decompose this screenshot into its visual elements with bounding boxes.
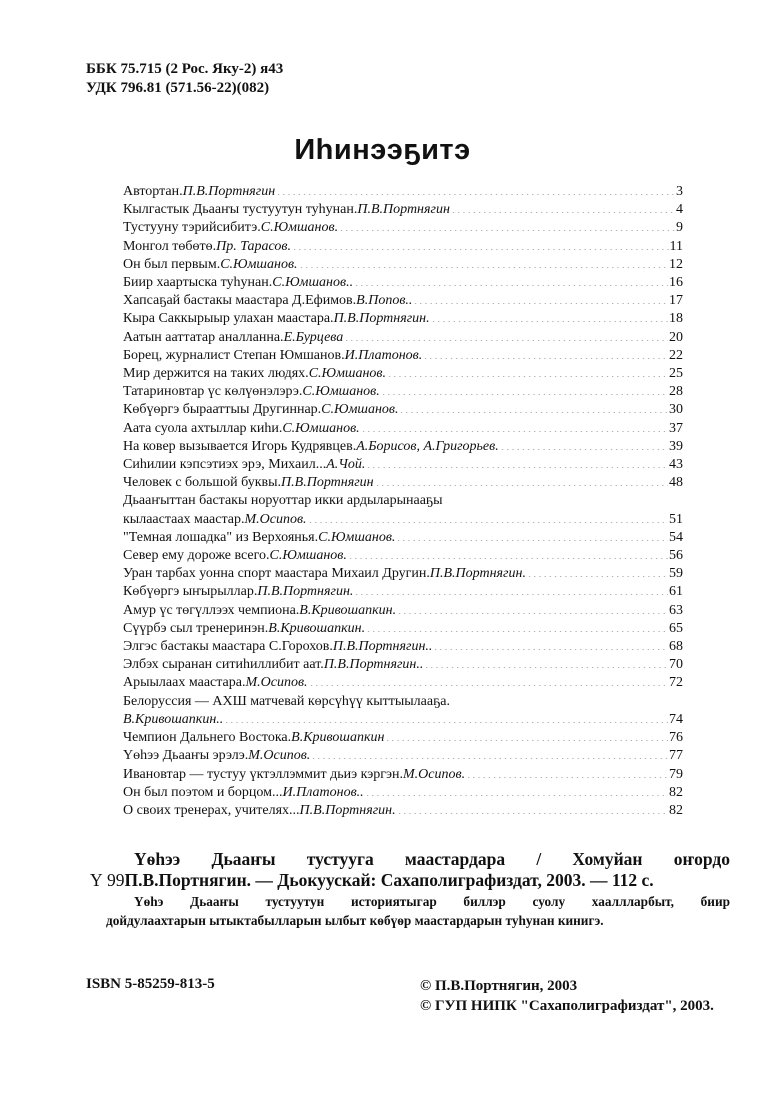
toc-entry-page: 63 (669, 602, 683, 618)
toc-entry (123, 420, 683, 438)
toc-entry (123, 256, 683, 274)
toc-entry-title: Монгол тѳбѳтѳ. (123, 238, 217, 254)
toc-entry (123, 474, 683, 492)
copyright (420, 976, 714, 1016)
dot-leader (424, 667, 668, 668)
dot-leader (413, 303, 668, 304)
toc-entry (123, 729, 683, 747)
toc-entry-author: П.В.Портнягин (357, 202, 450, 218)
bbk-code: ББК 75.715 (2 Рос. Яку-2) я43 (86, 61, 284, 77)
toc-entry (123, 784, 683, 802)
dot-leader (354, 285, 668, 286)
toc-entry-title: О своих тренерах, учителях... (123, 802, 300, 818)
toc-entry-title: Чемпион Дальнего Востока. (123, 730, 292, 746)
biblio-line-1: Үѳһээ Дьааҥы тустууга маастардара / Хомуйан оҥордо (134, 849, 730, 869)
dot-leader (387, 376, 668, 377)
toc-entry (123, 274, 683, 292)
toc-entry-page: 54 (669, 529, 683, 545)
udk-code: УДК 796.81 (571.56-22)(082) (86, 80, 270, 96)
page-title: Иһинээҕитэ (294, 134, 471, 166)
toc-entry-page: 37 (669, 420, 683, 436)
toc-entry (123, 183, 683, 201)
toc-entry-title: Аата суола ахтыллар киһи. (123, 420, 283, 436)
dot-leader (311, 758, 668, 759)
toc-entry-title: Кыра Саккырыыр улахан маастара. (123, 311, 334, 327)
toc-entry-page: 72 (669, 675, 683, 691)
toc-entry-author: С.Юмшанов. (282, 420, 360, 436)
copyright-publisher: © ГУП НИПК "Сахаполиграфиздат", 2003. (420, 998, 714, 1014)
isbn: ISBN 5-85259-813-5 (86, 976, 215, 992)
dot-leader (339, 230, 675, 231)
toc-entry-page: 20 (669, 329, 683, 345)
toc-entry-title: Хапсаҕай бастакы маастара Д.Ефимов. (123, 293, 357, 309)
bibliographic-record (90, 849, 730, 930)
toc-entry-page: 43 (669, 457, 683, 473)
toc-entry (123, 565, 683, 583)
toc-entry-author: Е.Бурцева (283, 329, 344, 345)
toc-entry (123, 329, 683, 347)
toc-entry-page: 39 (669, 438, 683, 454)
toc-entry-author: П.В.Портнягин. (333, 311, 430, 327)
toc-entry (123, 456, 683, 474)
toc-entry-author: С.Юмшанов. (260, 220, 339, 236)
toc-entry-page: 28 (669, 384, 683, 400)
toc-entry-page: 77 (669, 748, 683, 764)
toc-entry-page: 70 (669, 657, 683, 673)
toc-entry-author: И.Платонов. (344, 347, 423, 363)
dot-leader (433, 649, 668, 650)
toc-entry-page: 22 (669, 347, 683, 363)
toc-entry-title: Элбэх сыранан ситиһиллибит аат. (123, 657, 324, 673)
toc-entry-page: 16 (669, 275, 683, 291)
dot-leader (361, 431, 668, 432)
toc-entry (123, 383, 683, 401)
toc-entry-author: В.Кривошапкин.. (123, 711, 224, 727)
toc-entry-author: С.Юмшанов. (220, 256, 298, 272)
toc-entry-author: С.Юмшанов. (302, 384, 380, 400)
toc-entry-page: 65 (669, 620, 683, 636)
toc-entry-author: М.Осипов. (248, 748, 311, 764)
toc-entry-author: М.Осипов. (244, 511, 307, 527)
toc-entry-page: 3 (676, 184, 683, 199)
toc-entry-author: Пр. Тарасов. (216, 238, 291, 254)
toc-entry-author: В.Кривошапкин. (268, 620, 366, 636)
toc-entry (123, 238, 683, 256)
toc-entry-page: 51 (669, 511, 683, 527)
toc-entry-title: Татариновтар үс кѳлүѳнэлэрэ. (123, 384, 303, 400)
dot-leader (308, 522, 668, 523)
toc-entry (123, 711, 683, 729)
toc-entry (123, 310, 683, 328)
toc-entry (123, 292, 683, 310)
toc-entry-title: Сиһилии кэпсэтиэх эрэ, Михаил... (123, 457, 327, 473)
dot-leader (344, 340, 668, 341)
toc-entry-title: Тустууну тэрийсибитэ. (123, 220, 261, 236)
toc-entry-page: 30 (669, 402, 683, 418)
dot-leader (366, 631, 668, 632)
dot-leader (276, 194, 675, 195)
dot-leader (385, 740, 668, 741)
toc-entry (123, 547, 683, 565)
toc-entry-title: кылаастаах маастар. (123, 511, 245, 527)
toc-entry (123, 656, 683, 674)
dot-leader (399, 412, 668, 413)
toc-entry-author: С.Юмшанов. (318, 529, 396, 545)
toc-entry-title: Кѳбүѳргэ ыҥырыллар. (123, 584, 258, 600)
toc-entry-title: Север ему дороже всего. (123, 548, 270, 564)
toc-entry-page: 76 (669, 730, 683, 746)
toc-entry-author: С.Юмшанов. (269, 548, 347, 564)
toc-entry-author: А.Чой. (326, 457, 366, 473)
dot-leader (224, 722, 668, 723)
toc-entry-author: М.Осипов. (403, 766, 466, 782)
toc-entry-author: М.Осипов. (245, 675, 308, 691)
toc-entry (123, 347, 683, 365)
toc-entry-author: П.В.Портнягин.. (332, 639, 433, 655)
toc-entry (123, 747, 683, 765)
toc-entry-title-line: Белоруссия — АХШ матчевай кѳрсүһүү кыттыылааҕа. (123, 693, 450, 709)
dot-leader (375, 485, 668, 486)
toc-entry (123, 365, 683, 383)
biblio-index: Ү 99 (90, 870, 125, 890)
dot-leader (299, 267, 668, 268)
toc-entry-title: Үѳһээ Дьааҥы эрэлэ. (123, 748, 249, 764)
dot-leader (500, 449, 668, 450)
dot-leader (348, 558, 668, 559)
dot-leader (466, 777, 668, 778)
dot-leader (451, 212, 675, 213)
toc-entry-page: 68 (669, 639, 683, 655)
biblio-imprint: П.В.Портнягин. — Дьокуускай: Сахаполиграфиздат, 2003. — 112 с. (124, 870, 654, 890)
toc-entry-title: "Темная лошадка" из Верхоянья. (123, 529, 319, 545)
toc-entry-author: В.Попов.. (356, 293, 413, 309)
dot-leader (354, 594, 668, 595)
table-of-contents (123, 183, 683, 820)
toc-entry (123, 638, 683, 656)
toc-entry-page: 61 (669, 584, 683, 600)
toc-entry-title: Сүүрбэ сыл тренеринэн. (123, 620, 269, 636)
toc-entry-author: В.Кривошапкин. (299, 602, 397, 618)
dot-leader (366, 467, 668, 468)
dot-leader (381, 394, 668, 395)
toc-entry-author: П.В.Портнягин (281, 475, 374, 491)
toc-entry-author: И.Платонов.. (282, 784, 364, 800)
toc-entry-page: 18 (669, 311, 683, 327)
toc-entry-author: П.В.Портнягин. (429, 566, 526, 582)
toc-entry-author: С.Юмшанов.. (272, 275, 354, 291)
toc-entry-page: 12 (669, 256, 683, 272)
biblio-line-2 (90, 870, 730, 891)
toc-entry (123, 674, 683, 692)
toc-entry-title: Элгэс бастакы маастара С.Горохов. (123, 639, 333, 655)
annotation (90, 892, 730, 930)
toc-entry-page: 11 (669, 238, 683, 254)
annotation-line-1: Үѳһэ Дьааҥы тустуутун историятыгар биллэр суолу хааллларбыт, биир (134, 894, 730, 909)
toc-entry-author: А.Борисов, А.Григорьев. (356, 438, 499, 454)
toc-entry-author: С.Юмшанов. (308, 366, 387, 382)
toc-entry-author: П.В.Портнягин. (257, 584, 354, 600)
toc-entry-author: В.Кривошапкин (291, 730, 385, 746)
annotation-line-2: дойдулаахтарын ытыктабылларын ылбыт кѳбүѳр маастардарын туһунан кинигэ. (106, 913, 604, 928)
toc-entry-page: 59 (669, 566, 683, 582)
toc-entry (123, 620, 683, 638)
dot-leader (396, 540, 668, 541)
toc-entry (123, 201, 683, 219)
toc-entry-title: Борец, журналист Степан Юмшанов. (123, 347, 345, 363)
toc-entry-title: Уран тарбах уонна спорт маастара Михаил Другин. (123, 566, 430, 582)
toc-entry (123, 766, 683, 784)
copyright-author: © П.В.Портнягин, 2003 (420, 978, 578, 994)
toc-entry-title: Он был первым. (123, 256, 221, 272)
toc-entry-page: 79 (669, 766, 683, 782)
dot-leader (365, 795, 668, 796)
toc-entry (123, 802, 683, 820)
toc-entry-title: Амур үс тѳгүллээх чемпиона. (123, 602, 300, 618)
toc-entry-page: 17 (669, 293, 683, 309)
toc-entry-title: Мир держится на таких людях. (123, 366, 309, 382)
toc-entry (123, 602, 683, 620)
toc-entry (123, 529, 683, 547)
toc-entry-page: 9 (676, 220, 683, 236)
toc-entry (123, 401, 683, 419)
toc-entry-title: Аатын ааттатар аналланна. (123, 329, 284, 345)
toc-entry-title: Биир хаартыска туһунан. (123, 275, 273, 291)
classification-codes (86, 60, 283, 98)
toc-entry-page: 4 (676, 202, 683, 218)
toc-entry-title: На ковер вызывается Игорь Кудрявцев. (123, 438, 357, 454)
toc-entry-page: 74 (669, 711, 683, 727)
toc-entry-title: Автортан. (123, 184, 183, 199)
toc-entry-title: Ивановтар — тустуу үктэллэммит дьиэ кэргэн. (123, 766, 403, 782)
toc-entry (123, 219, 683, 237)
toc-entry (123, 511, 683, 529)
toc-entry-page: 25 (669, 366, 683, 382)
toc-entry-page: 48 (669, 475, 683, 491)
toc-entry-author: П.В.Портнягин (182, 184, 276, 199)
toc-entry-page: 82 (669, 802, 683, 818)
toc-entry-title-line: Дьааҥыттан бастакы норуоттар икки ардыларынааҕы (123, 493, 443, 509)
toc-entry-title: Арыылаах маастара. (123, 675, 246, 691)
toc-entry (123, 438, 683, 456)
dot-leader (423, 358, 668, 359)
toc-entry-author: П.В.Портнягин.. (323, 657, 424, 673)
dot-leader (527, 576, 668, 577)
dot-leader (431, 321, 668, 322)
dot-leader (397, 813, 668, 814)
toc-entry-page: 56 (669, 548, 683, 564)
toc-entry-title: Кылгастык Дьааҥы тустуутун туһунан. (123, 202, 358, 218)
toc-entry-page: 82 (669, 784, 683, 800)
toc-entry-title: Он был поэтом и борцом... (123, 784, 283, 800)
dot-leader (309, 685, 668, 686)
toc-entry-author: С.Юмшанов. (321, 402, 399, 418)
dot-leader (292, 249, 669, 250)
dot-leader (397, 613, 668, 614)
toc-entry-title: Кѳбүѳргэ бырааттыы Другиннар. (123, 402, 322, 418)
toc-entry-author: П.В.Портнягин. (299, 802, 396, 818)
toc-entry-title: Человек с большой буквы. (123, 475, 282, 491)
toc-entry (123, 583, 683, 601)
